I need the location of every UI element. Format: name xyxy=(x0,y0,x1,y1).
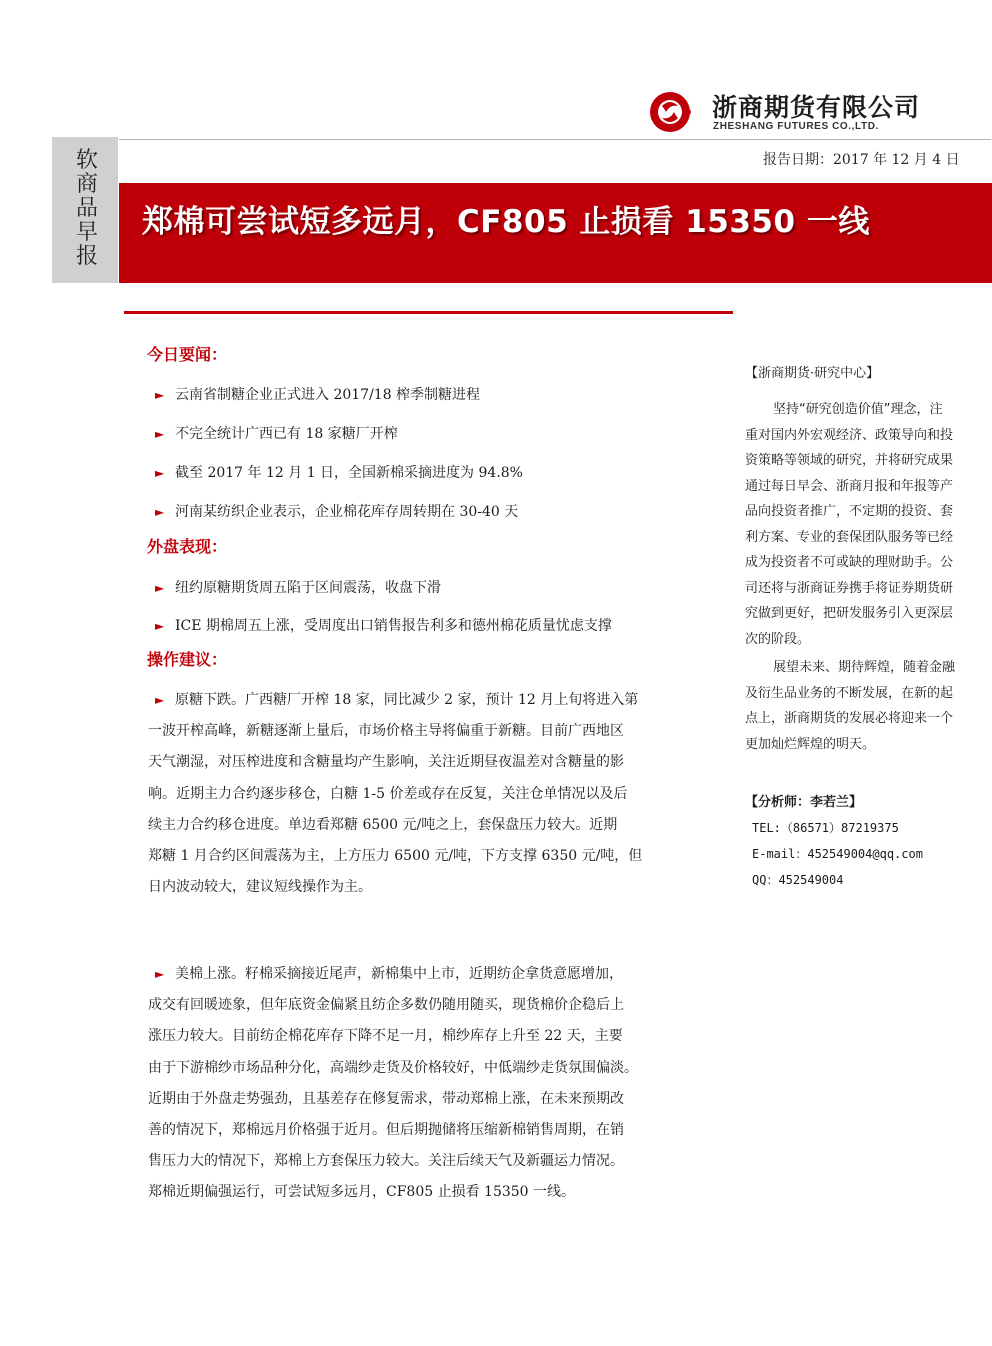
bullet-arrow-icon: ► xyxy=(155,505,165,519)
intro-line: 通过每日早会、浙商月报和年报等产 xyxy=(745,478,954,494)
paragraph-line: 郑糖 1 月合约区间震荡为主，上方压力 6500 元/吨，下方支撑 6350 元/吨，但 xyxy=(148,847,643,864)
intro-line: 成为投资者不可或缺的理财助手。公 xyxy=(745,555,954,570)
intro-line: 展望未来、期待辉煌，随着金融 xyxy=(773,660,956,675)
paragraph-line: 响。近期主力合约逐步移仓，白糖 1-5 价差或存在反复，关注仓单情况以及后 xyxy=(148,785,628,802)
bullet-arrow-icon: ► xyxy=(155,693,165,707)
intro-line: 利方案、专业的套保团队服务等已经 xyxy=(745,529,954,545)
paragraph-line: 近期由于外盘走势强劲，且基差存在修复需求，带动郑棉上涨，在未来预期改 xyxy=(148,1090,624,1107)
bullet-arrow-icon: ► xyxy=(155,967,165,981)
analyst-qq: QQ：452549004 xyxy=(752,873,844,887)
intro-line: 坚持“研究创造价值”理念，注 xyxy=(773,402,943,417)
bullet-arrow-icon: ► xyxy=(155,581,165,595)
intro-line: 资策略等领域的研究，并将研究成果 xyxy=(745,453,954,468)
content-divider xyxy=(124,311,733,314)
bullet-arrow-icon: ► xyxy=(155,388,165,402)
news-heading: 今日要闻： xyxy=(147,345,228,364)
header-divider xyxy=(119,139,991,140)
intro-line: 司还将与浙商证券携手将证券期货研 xyxy=(745,580,954,596)
report-date: 报告日期：2017 年 12 月 4 日 xyxy=(763,152,960,168)
paragraph-line: 续主力合约移仓进度。单边看郑糖 6500 元/吨之上，套保盘压力较大。近期 xyxy=(148,816,618,833)
paragraph-line: 售压力大的情况下，郑棉上方套保压力较大。关注后续天气及新疆运力情况。 xyxy=(148,1153,624,1170)
company-intro-paragraph xyxy=(745,397,991,652)
line-text: 原糖下跌。广西糖厂开榨 18 家，同比减少 2 家，预计 12 月上旬将进入第 xyxy=(175,692,639,708)
report-category-label: 软商品早报 xyxy=(76,148,99,269)
paragraph-line: 日内波动较大，建议短线操作为主。 xyxy=(148,879,372,896)
news-item xyxy=(155,462,523,482)
company-name-en: ZHESHANG FUTURES CO.,LTD. xyxy=(713,121,879,132)
intro-line: 品向投资者推广，不定期的投资、套 xyxy=(745,504,954,519)
intro-line: 及衍生品业务的不断发展，在新的起 xyxy=(745,685,954,701)
paragraph-line xyxy=(148,685,708,716)
paragraph-line: 成交有回暖迹象，但年底资金偏紧且纺企多数仍随用随买，现货棉价企稳后上 xyxy=(148,997,624,1014)
news-item xyxy=(155,384,480,404)
intro-line: 次的阶段。 xyxy=(745,631,811,647)
line-text: 美棉上涨。籽棉采摘接近尾声，新棉集中上市，近期纺企拿货意愿增加， xyxy=(175,966,623,982)
news-item xyxy=(155,501,518,521)
analyst-email: E-mail：452549004@qq.com xyxy=(752,847,923,861)
paragraph-line: 郑棉近期偏强运行，可尝试短多远月，CF805 止损看 15350 一线。 xyxy=(148,1184,576,1201)
paragraph-line: 由于下游棉纱市场品种分化，高端纱走货及价格较好，中低端纱走货氛围偏淡。 xyxy=(148,1059,638,1076)
intro-line: 究做到更好，把研发服务引入更深层 xyxy=(745,606,954,621)
report-category xyxy=(52,137,118,283)
bullet-arrow-icon: ► xyxy=(155,466,165,480)
report-title: 郑棉可尝试短多远月，CF805 止损看 15350 一线 xyxy=(142,204,870,240)
paragraph-line: 涨压力较大。目前纺企棉花库存下降不足一月，棉纱库存上升至 22 天，主要 xyxy=(148,1028,623,1045)
company-name-cn: 浙商期货有限公司 xyxy=(712,93,921,122)
paragraph-line: 天气潮湿，对压榨进度和含糖量均产生影响，关注近期昼夜温差对含糖量的影 xyxy=(148,754,624,771)
paragraph-line xyxy=(148,959,708,990)
cotton-paragraph xyxy=(148,959,708,1209)
zheshang-logo-icon xyxy=(648,90,698,134)
overseas-heading: 外盘表现： xyxy=(147,537,228,556)
news-item xyxy=(155,423,398,443)
intro-line: 重对国内外宏观经济、政策导向和投 xyxy=(745,427,954,443)
overseas-item-text: ICE 期棉周五上涨，受周度出口销售报告利多和德州棉花质量忧虑支撑 xyxy=(175,618,612,634)
overseas-item xyxy=(155,577,441,597)
analyst-heading: 【分析师：李若兰】 xyxy=(745,795,863,810)
company-outlook-paragraph xyxy=(745,655,991,757)
paragraph-line: 善的情况下，郑棉远月价格强于近月。但后期抛储将压缩新棉销售周期，在销 xyxy=(148,1121,624,1138)
news-item-text: 不完全统计广西已有 18 家糖厂开榨 xyxy=(175,426,398,442)
news-item-text: 河南某纺织企业表示，企业棉花库存周转期在 30-40 天 xyxy=(175,504,519,520)
news-item-text: 云南省制糖企业正式进入 2017/18 榨季制糖进程 xyxy=(175,387,481,403)
bullet-arrow-icon: ► xyxy=(155,619,165,633)
bullet-arrow-icon: ► xyxy=(155,427,165,441)
intro-line: 更加灿烂辉煌的明天。 xyxy=(745,736,876,752)
news-item-text: 截至 2017 年 12 月 1 日，全国新棉采摘进度为 94.8% xyxy=(175,465,523,481)
overseas-item xyxy=(155,615,612,635)
intro-line: 点上，浙商期货的发展必将迎来一个 xyxy=(745,711,954,726)
paragraph-line: 一波开榨高峰，新糖逐渐上量后，市场价格主导将偏重于新糖。目前广西地区 xyxy=(148,723,624,740)
analyst-phone: TEL:（86571）87219375 xyxy=(752,821,899,835)
overseas-item-text: 纽约原糖期货周五陷于区间震荡，收盘下滑 xyxy=(175,580,441,596)
advice-heading: 操作建议： xyxy=(147,650,228,669)
sugar-paragraph xyxy=(148,685,708,903)
research-center-heading: 【浙商期货·研究中心】 xyxy=(745,366,880,381)
